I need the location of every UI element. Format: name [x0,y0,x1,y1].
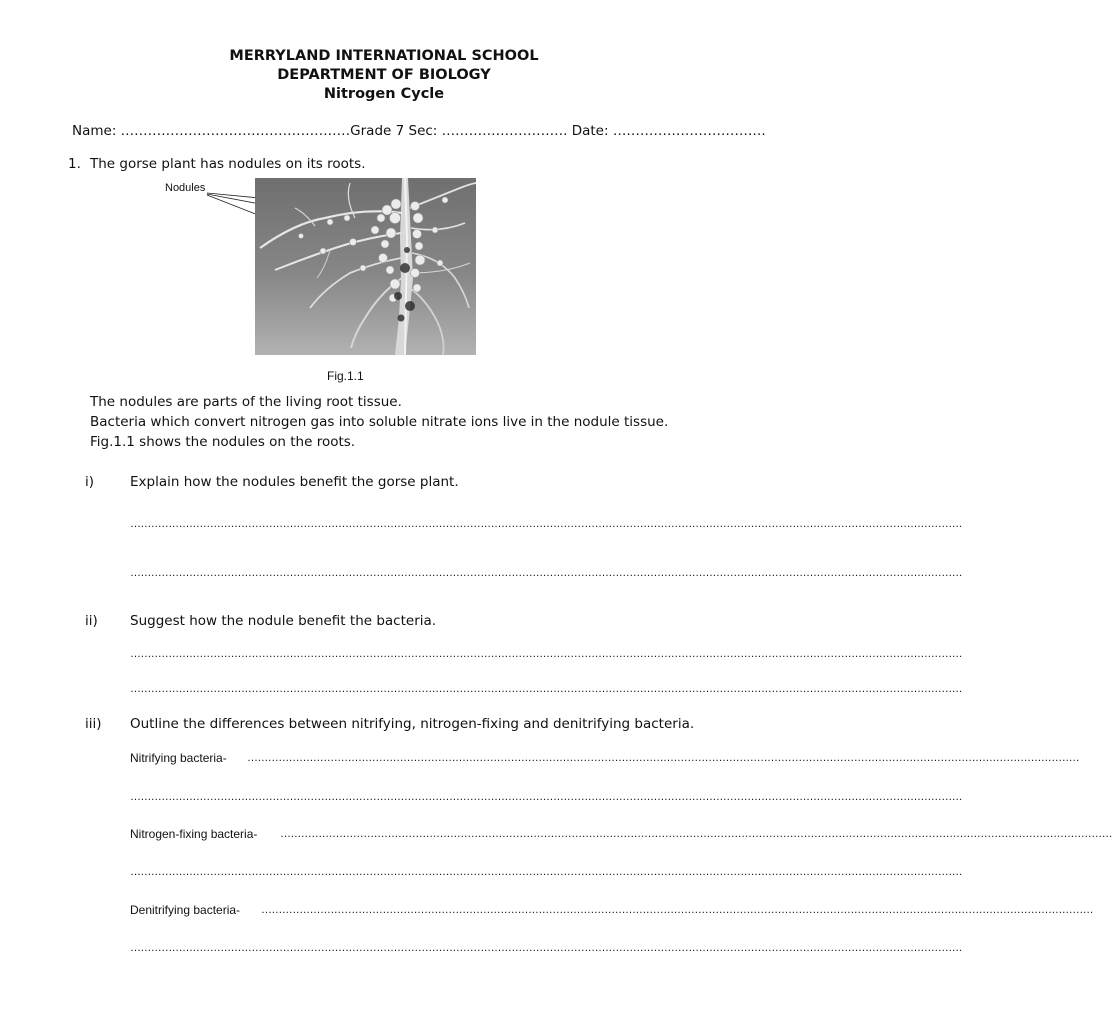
figure-caption: Fig.1.1 [327,369,364,383]
answer-line[interactable]: …………………………………………………………………………………………………………………………………………………………………………………………………………………… [130,518,963,530]
part-ii-question: Suggest how the nodule benefit the bacteria. [130,613,437,629]
answer-line[interactable]: …………………………………………………………………………………………………………………………………………………………………………………………………………………… [130,866,963,878]
answer-line[interactable]: …………………………………………………………………………………………………………………………………………………………………………………………………………………… [247,752,1080,764]
school-name: MERRYLAND INTERNATIONAL SCHOOL [229,48,539,64]
department-name: DEPARTMENT OF BIOLOGY [277,67,491,83]
info-line-1: The nodules are parts of the living root tissue. [90,394,402,410]
part-i-question: Explain how the nodules benefit the gorse plant. [130,474,459,490]
answer-line[interactable]: …………………………………………………………………………………………………………………………………………………………………………………………………………………… [280,828,1112,840]
answer-line[interactable]: …………………………………………………………………………………………………………………………………………………………………………………………………………………… [130,567,963,579]
answer-line[interactable]: …………………………………………………………………………………………………………………………………………………………………………………………………………………… [130,791,963,803]
figure-label-nodules: Nodules [165,182,206,194]
worksheet-topic: Nitrogen Cycle [323,86,445,102]
answer-line[interactable]: …………………………………………………………………………………………………………………………………………………………………………………………………………………… [130,648,963,660]
question-number: 1. [68,156,81,172]
denitrifying-bacteria-label: Denitrifying bacteria- [130,903,241,917]
answer-line[interactable]: …………………………………………………………………………………………………………………………………………………………………………………………………………………… [261,904,1094,916]
nitrogen-fixing-bacteria-label: Nitrogen-fixing bacteria- [130,827,258,841]
nitrifying-bacteria-label: Nitrifying bacteria- [130,751,227,765]
answer-line[interactable]: …………………………………………………………………………………………………………………………………………………………………………………………………………………… [130,683,963,695]
info-line-3: Fig.1.1 shows the nodules on the roots. [90,434,356,450]
root-nodules-photo [255,178,476,355]
part-iii-label: iii) [85,716,102,732]
answer-line[interactable]: …………………………………………………………………………………………………………………………………………………………………………………………………………………… [130,942,963,954]
info-line-2: Bacteria which convert nitrogen gas into soluble nitrate ions live in the nodule tissue. [90,414,669,430]
student-info-line: Name: ……………………………………………Grade 7 Sec: ………………………. Date: ……………………………. [72,123,766,139]
question-stem: The gorse plant has nodules on its roots. [90,156,366,172]
part-iii-question: Outline the differences between nitrifying, nitrogen-fixing and denitrifying bacteria. [130,716,695,732]
part-i-label: i) [85,474,95,490]
part-ii-label: ii) [85,613,98,629]
